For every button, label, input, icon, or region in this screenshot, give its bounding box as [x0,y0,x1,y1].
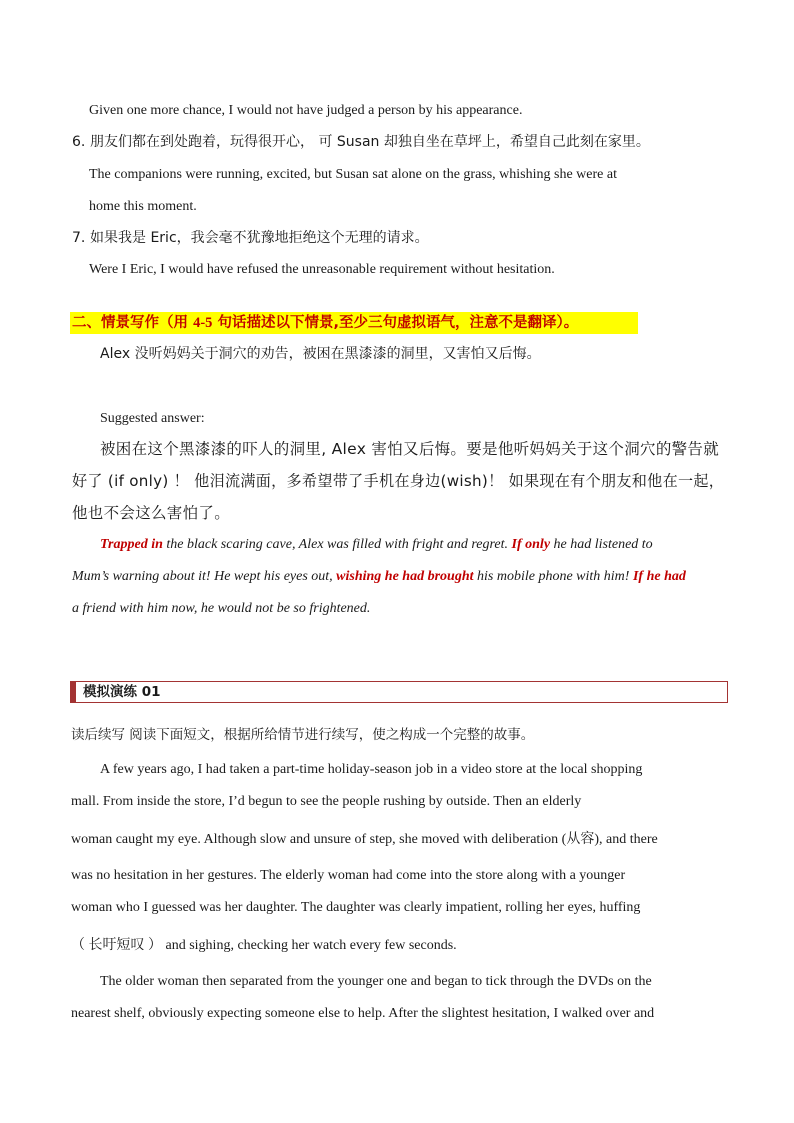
section2-heading-part2: 4-5 [193,315,213,331]
phrase-if-only: If only [511,537,551,552]
section3-title-box [70,681,728,703]
p1-line6: （ 长吁短叹 ） and sighing, checking her watch every few seconds. [71,938,457,953]
item6-chinese: 朋友们都在到处跑着，玩得很开心， 可 Susan 却独自坐在草坪上，希望自己此刻在家里。 [90,134,650,150]
p1-line1: A few years ago, I had taken a part-time holiday-season job in a video store at the local shopping [100,762,643,777]
english-answer-text1: the black scaring cave, Alex was filled with fright and regret. [162,537,512,552]
phrase-if-he-had: If he had [632,569,686,584]
item5-answer: Given one more chance, I would not have judged a person by his appearance. [89,103,523,118]
p2-line2: nearest shelf, obviously expecting someone else to help. After the slightest hesitation, I walked over and [71,1006,655,1021]
chinese-answer-line3: 他也不会这么害怕了。 [72,504,231,522]
p1-line5: woman who I guessed was her daughter. The daughter was clearly impatient, rolling her eyes, huffing [71,900,641,915]
section3-title-bar [71,682,76,702]
phrase-trapped-in: Trapped in [100,537,163,552]
item7-answer: Were I Eric, I would have refused the unreasonable requirement without hesitation. [89,262,555,277]
chinese-answer-line1: 被困在这个黑漆漆的吓人的洞里, Alex 害怕又后悔。要是他听妈妈关于这个洞穴的警告就 [100,440,720,458]
english-answer-text3: Mum’s warning about it! He wept his eyes out, [72,569,337,584]
p1-line2: mall. From inside the store, I’d begun to see the people rushing by outside. Then an elderly [71,794,582,809]
item6-number: 6. [72,134,86,150]
item7-chinese: 如果我是 Eric，我会毫不犹豫地拒绝这个无理的请求。 [90,230,429,246]
section3-title: 模拟演练 01 [83,684,161,700]
p1-line3: woman caught my eye. Although slow and unsure of step, she moved with deliberation (从容), and there [71,832,658,847]
p2-line1: The older woman then separated from the younger one and began to tick through the DVDs on the [100,974,652,989]
item6-answer-line1: The companions were running, excited, but Susan sat alone on the grass, whishing she were at [89,167,617,182]
item6-answer-line2: home this moment. [89,199,197,214]
p1-line4: was no hesitation in her gestures. The elderly woman had come into the store along with a younger [71,868,626,883]
english-answer-text4: his mobile phone with him! [473,569,633,584]
english-answer-line3: a friend with him now, he would not be so frightened. [72,601,371,616]
section2-heading-part3: 句话描述以下情景,至少三句虚拟语气，注意不是翻译）。 [212,315,579,331]
section3-instruction: 读后续写 阅读下面短文，根据所给情节进行续写，使之构成一个完整的故事。 [71,727,535,743]
english-answer-text2: he had listened to [550,537,653,552]
english-answer-line2 [72,567,686,587]
phrase-wishing: wishing he had brought [336,569,474,584]
suggested-answer-label: Suggested answer: [100,411,205,426]
section2-prompt: Alex 没听妈妈关于洞穴的劝告，被困在黑漆漆的洞里，又害怕又后悔。 [100,346,541,362]
section2-heading [70,312,638,334]
english-answer-line1 [100,535,653,555]
section2-heading-part1: 二、情景写作（用 [72,315,194,331]
item7-number: 7. [72,230,86,246]
chinese-answer-line2: 好了 (if only) ！ 他泪流满面，多希望带了手机在身边(wish)！ 如果现在有个朋友和他在一起， [72,472,725,490]
